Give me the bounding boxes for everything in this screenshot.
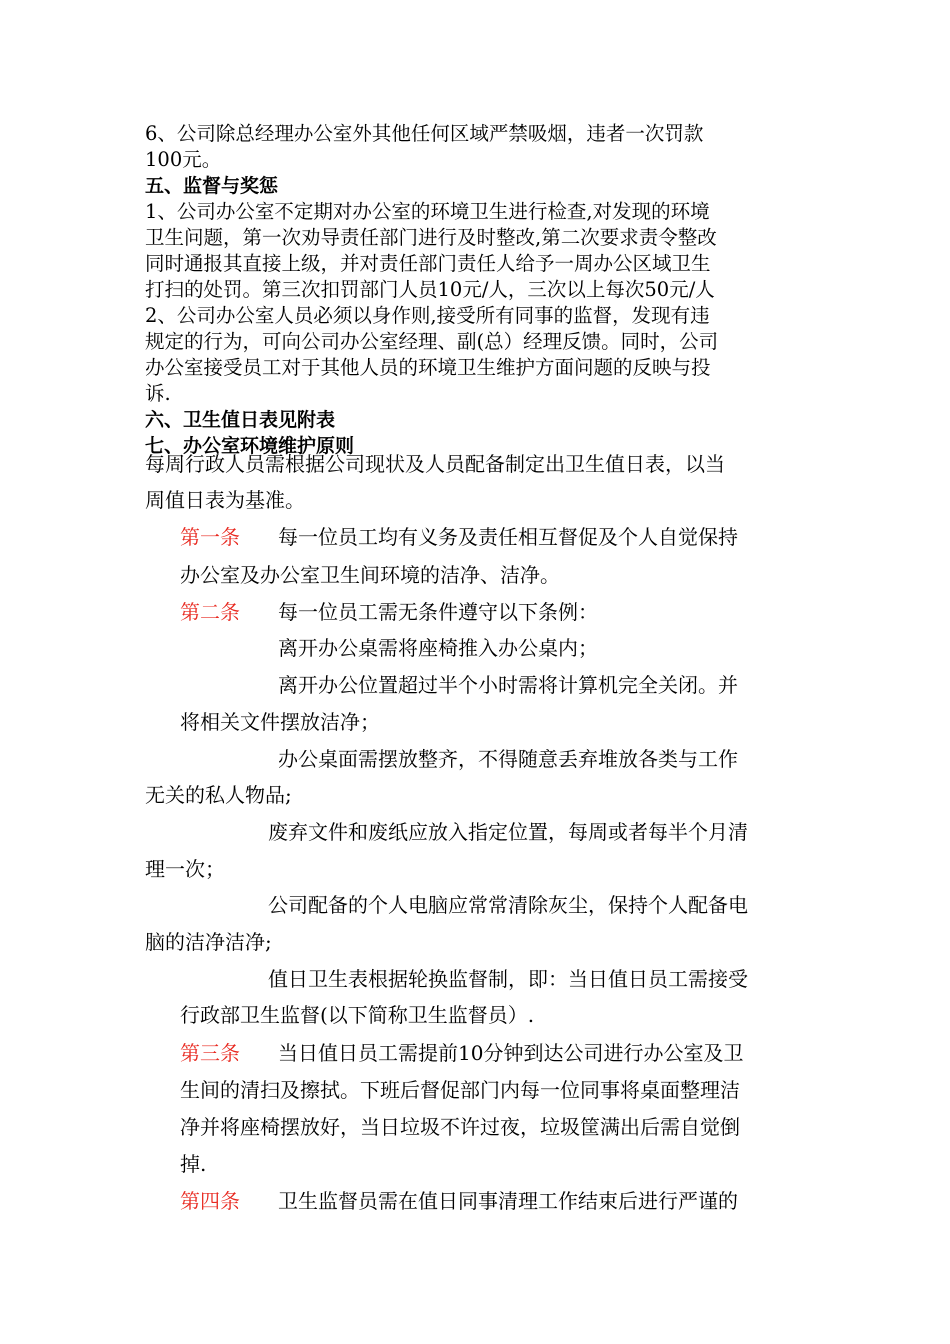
heading-6: 六、卫生值日表见附表 (145, 409, 336, 431)
article-1-line-2: 办公室及办公室卫生间环境的洁净、洁净。 (180, 563, 560, 587)
article-4-text: 卫生监督员需在值日同事清理工作结束后进行严谨的 (278, 1189, 738, 1213)
article-2-line (180, 596, 598, 625)
article-1-label: 第一条 (180, 525, 240, 549)
article-4-label: 第四条 (180, 1189, 240, 1213)
intro-line-1: 每周行政人员需根据公司现状及人员配备制定出卫生值日表，以当 (145, 452, 725, 476)
article-1-text: 每一位员工均有义务及责任相互督促及个人自觉保持 (278, 525, 738, 549)
rule-3-line-2: 无关的私人物品; (145, 783, 292, 807)
article-3-line-3: 净并将座椅摆放好，当日垃圾不许过夜，垃圾筐满出后需自觉倒 (180, 1115, 740, 1139)
rule-4-line-2: 理一次； (145, 857, 225, 881)
item6-line-2: 100元。 (145, 148, 222, 171)
rule-1-line-1: 离开办公桌需将座椅推入办公桌内； (278, 636, 598, 660)
article-2-text: 每一位员工需无条件遵守以下条例： (278, 600, 598, 624)
article-3-line-1 (180, 1037, 743, 1066)
s5-2-line-3: 办公室接受员工对于其他人员的环境卫生维护方面问题的反映与投 (145, 356, 711, 379)
item6-line-1: 6、公司除总经理办公室外其他任何区域严禁吸烟，违者一次罚款 (145, 122, 704, 145)
article-4-line (180, 1185, 738, 1214)
s5-1-line-4: 打扫的处罚。第三次扣罚部门人员10元/人，三次以上每次50元/人 (145, 278, 715, 301)
s5-2-line-2: 规定的行为，可向公司办公室经理、副(总）经理反馈。同时，公司 (145, 330, 719, 353)
rule-2-line-1: 离开办公位置超过半个小时需将计算机完全关闭。并 (278, 673, 738, 697)
dense-section (145, 121, 810, 459)
article-3-line-4: 掉. (180, 1152, 207, 1176)
s5-1-line-1: 1、公司办公室不定期对办公室的环境卫生进行检查,对发现的环境 (145, 200, 710, 223)
article-2-label: 第二条 (180, 600, 240, 624)
article-1-line-1 (180, 521, 738, 550)
s5-1-line-3: 同时通报其直接上级，并对责任部门责任人给予一周办公区域卫生 (145, 252, 711, 275)
article-3-line-2: 生间的清扫及擦拭。下班后督促部门内每一位同事将桌面整理洁 (180, 1078, 740, 1102)
heading-7: 七、办公室环境维护原则 (145, 435, 355, 457)
rule-3-line-1: 办公桌面需摆放整齐，不得随意丢弃堆放各类与工作 (278, 747, 738, 771)
rule-5-line-2: 脑的洁净洁净; (145, 930, 272, 954)
rule-6-line-2: 行政部卫生监督(以下简称卫生监督员）. (180, 1003, 535, 1027)
rule-6-line-1: 值日卫生表根据轮换监督制，即：当日值日员工需接受 (268, 967, 748, 991)
s5-2-line-1: 2、公司办公室人员必须以身作则,接受所有同事的监督，发现有违 (145, 304, 710, 327)
heading-5: 五、监督与奖惩 (145, 175, 279, 197)
article-3-text: 当日值日员工需提前10分钟到达公司进行办公室及卫 (278, 1041, 744, 1065)
rule-2-line-2: 将相关文件摆放洁净； (180, 710, 380, 734)
s5-1-line-2: 卫生问题，第一次劝导责任部门进行及时整改,第二次要求责令整改 (145, 226, 717, 249)
article-3-label: 第三条 (180, 1041, 240, 1065)
rule-4-line-1: 废弃文件和废纸应放入指定位置，每周或者每半个月清 (268, 820, 748, 844)
rule-5-line-1: 公司配备的个人电脑应常常清除灰尘，保持个人配备电 (268, 893, 748, 917)
s5-2-line-4: 诉. (145, 382, 171, 405)
intro-line-2: 周值日表为基准。 (145, 488, 305, 512)
